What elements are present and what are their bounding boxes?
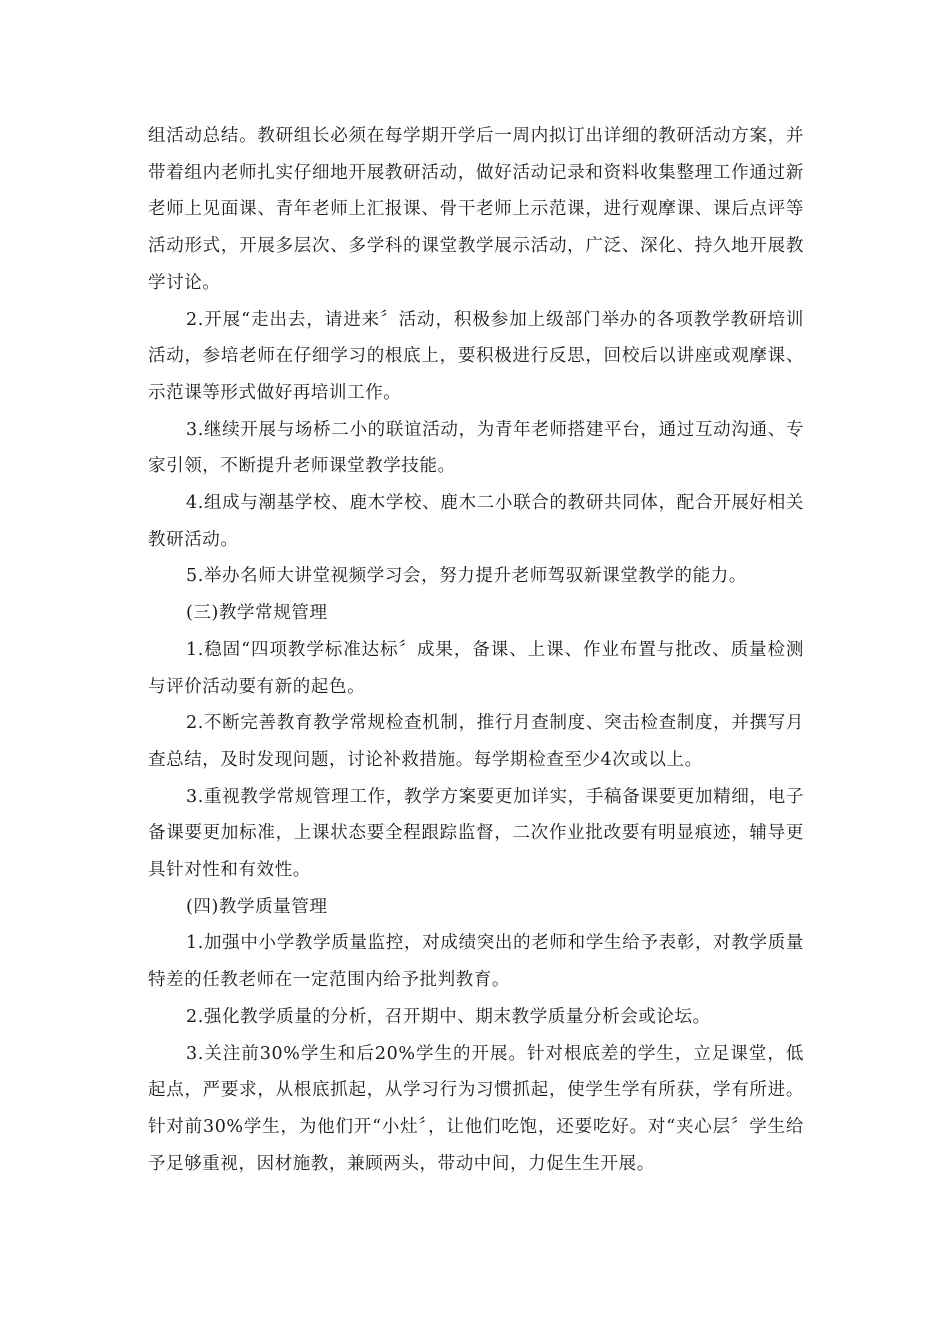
paragraph-2: 2.开展“走出去，请进来〞活动，积极参加上级部门举办的各项教学教研培训活动，参培老师在仔细学习的根底上，要积极进行反思，回校后以讲座或观摩课、示范课等形式做好再培训工作。 [148, 309, 804, 403]
paragraph-4: 4.组成与潮基学校、鹿木学校、鹿木二小联合的教研共同体，配合开展好相关教研活动。 [148, 493, 804, 550]
paragraph-11: 3.关注前30%学生和后20%学生的开展。针对根底差的学生，立足课堂，低起点，严要求，从根底抓起，从学习行为习惯抓起，使学生学有所获，学有所进。针对前30%学生，为他们开“小灶〞，让他们吃饱，还要吃好。对“夹心层〞学生给予足够重视，因材施教，兼顾两头，带动中间，力促生生开展。 [148, 1043, 804, 1174]
paragraph-10: 2.强化教学质量的分析，召开期中、期末教学质量分析会或论坛。 [186, 1006, 711, 1027]
paragraph-3: 3.继续开展与场桥二小的联谊活动，为青年老师搭建平台，通过互动沟通、专家引领，不断提升老师课堂教学技能。 [148, 419, 804, 477]
paragraph-6: 1.稳固“四项教学标准达标〞成果，备课、上课、作业布置与批改、质量检测与评价活动要有新的起色。 [148, 639, 804, 697]
paragraph-5: 5.举办名师大讲堂视频学习会，努力提升老师驾驭新课堂教学的能力。 [186, 566, 747, 587]
document-page [148, 118, 804, 1182]
paragraph-7: 2.不断完善教育教学常规检查机制，推行月查制度、突击检查制度，并撰写月查总结，及时发现问题，讨论补救措施。每学期检查至少4次或以上。 [148, 713, 804, 770]
section-heading-4: (四)教学质量管理 [186, 896, 328, 917]
paragraph-8: 3.重视教学常规管理工作，教学方案要更加详实，手稿备课要更加精细，电子备课要更加标准，上课状态要全程跟踪监督，二次作业批改要有明显痕迹，辅导更具针对性和有效性。 [148, 786, 804, 881]
paragraph-9: 1.加强中小学教学质量监控，对成绩突出的老师和学生给予表彰，对教学质量特差的任教老师在一定范围内给予批判教育。 [148, 933, 804, 991]
section-heading-3: (三)教学常规管理 [186, 603, 328, 624]
paragraph-1: 组活动总结。教研组长必须在每学期开学后一周内拟订出详细的教研活动方案，并带着组内老师扎实仔细地开展教研活动，做好活动记录和资料收集整理工作通过新老师上见面课、青年老师上汇报课、骨干老师上示范课，进行观摩课、课后点评等活动形式，开展多层次、多学科的课堂教学展示活动，广泛、深化、持久地开展教学讨论。 [148, 126, 804, 293]
